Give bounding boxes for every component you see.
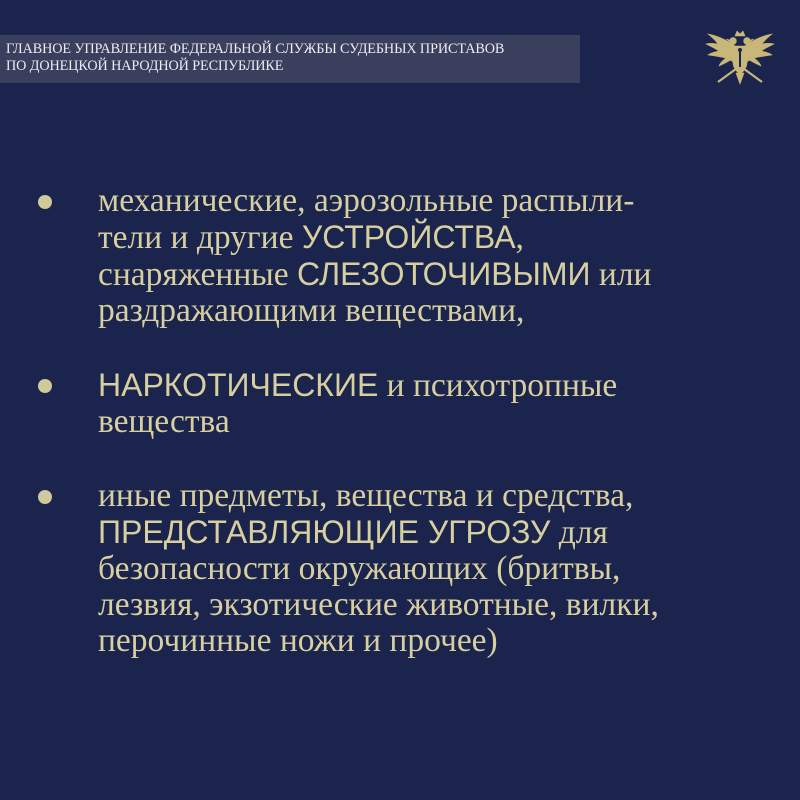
list-item-line (98, 256, 788, 293)
list-item-line (98, 478, 788, 514)
header-title-line-2: ПО ДОНЕЦКОЙ НАРОДНОЙ РЕСПУБЛИКЕ (6, 58, 284, 74)
list-item-line (98, 514, 788, 551)
list-item-line (98, 551, 788, 587)
list-item-line (98, 367, 788, 404)
emphasized-text: ПРЕДСТАВЛЯЮЩИЕ УГРОЗУ (98, 514, 551, 550)
header-banner (0, 35, 580, 83)
bullet-icon (38, 379, 52, 393)
emphasized-text: СЛЕЗОТОЧИВЫМИ (297, 256, 591, 292)
item-text: для (550, 514, 608, 551)
item-text: раздражающими веществами, (98, 292, 525, 329)
item-text: лезвия, экзотические животные, вилки, (98, 586, 659, 623)
list-item-line (98, 219, 788, 256)
item-text: тели и другие (98, 219, 302, 256)
item-text: или (590, 256, 652, 293)
item-text: безопасности окружающих (бритвы, (98, 550, 621, 587)
list-item (38, 183, 788, 329)
list-item-line (98, 293, 788, 329)
item-text: снаряженные (98, 256, 298, 293)
item-text: , (515, 219, 524, 256)
header-title-line-1: ГЛАВНОЕ УПРАВЛЕНИЕ ФЕДЕРАЛЬНОЙ СЛУЖБЫ СУДЕБНЫХ ПРИСТАВОВ (6, 41, 505, 57)
emphasized-text: УСТРОЙСТВА (301, 219, 516, 255)
bullet-icon (38, 490, 52, 504)
item-text: перочинные ножи и прочее) (98, 622, 498, 659)
list-item (38, 367, 788, 440)
item-text: и психотропные (378, 367, 618, 404)
item-text: иные предметы, вещества и средства, (98, 477, 634, 514)
item-text: механические, аэрозольные распыли- (98, 182, 635, 219)
list-item-line (98, 587, 788, 623)
emphasized-text: НАРКОТИЧЕСКИЕ (98, 367, 379, 403)
prohibited-items-list (38, 183, 788, 659)
list-item-line (98, 404, 788, 440)
double-headed-eagle-emblem-icon (704, 26, 776, 90)
list-item (38, 478, 788, 659)
list-item-line (98, 623, 788, 659)
item-text: вещества (98, 403, 230, 440)
list-item-line (98, 183, 788, 219)
bullet-icon (38, 195, 52, 209)
